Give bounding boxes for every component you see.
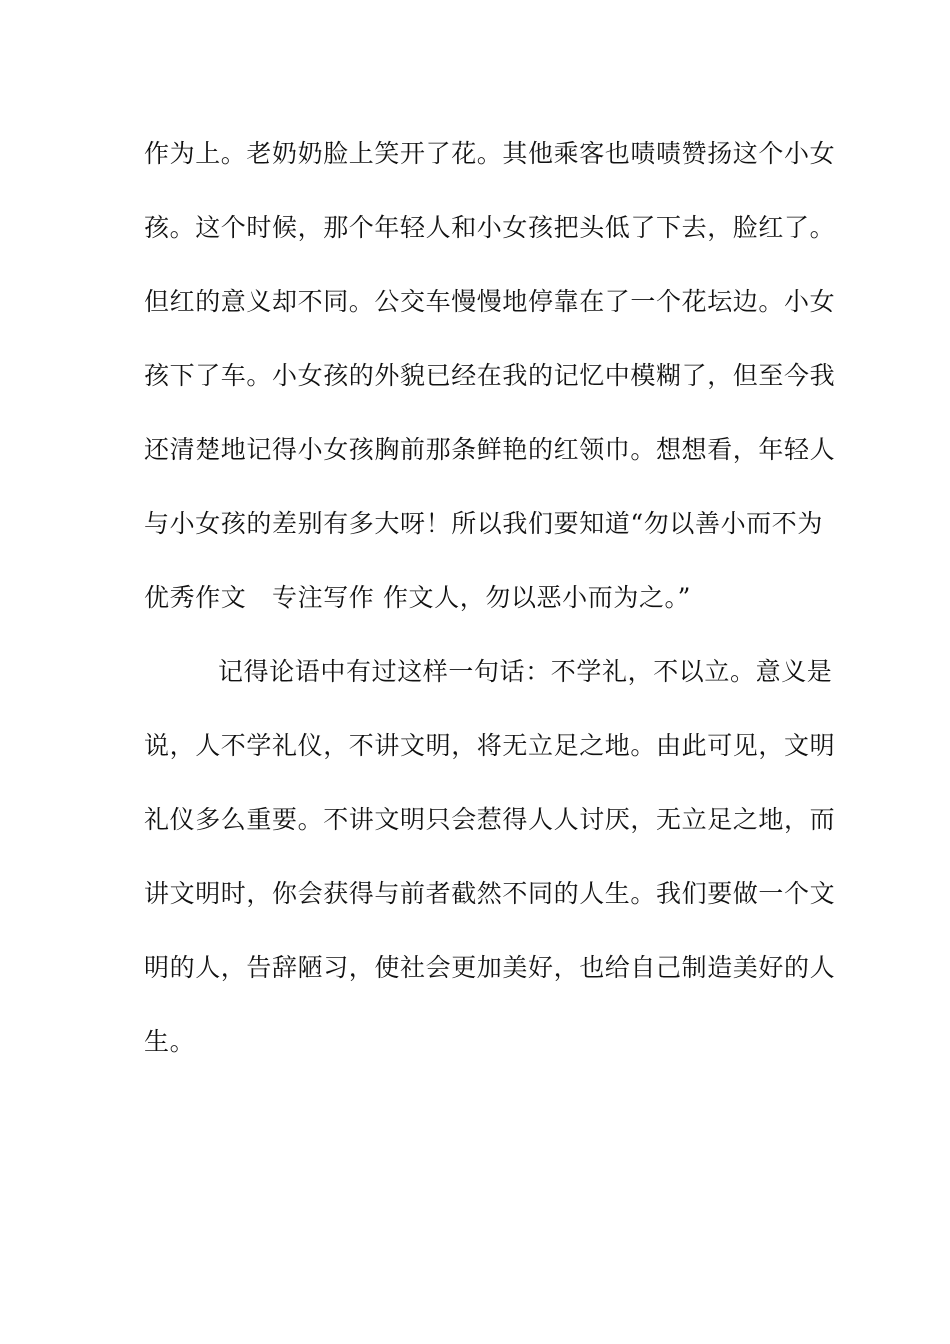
text-line: 优秀作文 专注写作 作文人，勿以恶小而为之。” bbox=[144, 583, 692, 612]
text-line: 记得论语中有过这样一句话：不学礼，不以立。意义是 bbox=[218, 657, 833, 686]
text-line: 讲文明时，你会获得与前者截然不同的人生。我们要做一个文 bbox=[144, 879, 836, 908]
text-line: 孩。这个时候，那个年轻人和小女孩把头低了下去，脸红了。 bbox=[144, 213, 836, 242]
text-line: 但红的意义却不同。公交车慢慢地停靠在了一个花坛边。小女 bbox=[144, 287, 836, 316]
text-line: 生。 bbox=[144, 1027, 196, 1056]
text-line: 作为上。老奶奶脸上笑开了花。其他乘客也啧啧赞扬这个小女 bbox=[144, 139, 836, 168]
text-line: 还清楚地记得小女孩胸前那条鲜艳的红领巾。想想看，年轻人 bbox=[144, 435, 836, 464]
text-line: 说，人不学礼仪，不讲文明，将无立足之地。由此可见，文明 bbox=[144, 731, 836, 760]
text-line: 孩下了车。小女孩的外貌已经在我的记忆中模糊了，但至今我 bbox=[144, 361, 836, 390]
text-line: 明的人，告辞陋习，使社会更加美好，也给自己制造美好的人 bbox=[144, 953, 836, 982]
text-line: 与小女孩的差别有多大呀！所以我们要知道“勿以善小而不为 bbox=[144, 509, 823, 538]
text-line: 礼仪多么重要。不讲文明只会惹得人人讨厌，无立足之地，而 bbox=[144, 805, 836, 834]
